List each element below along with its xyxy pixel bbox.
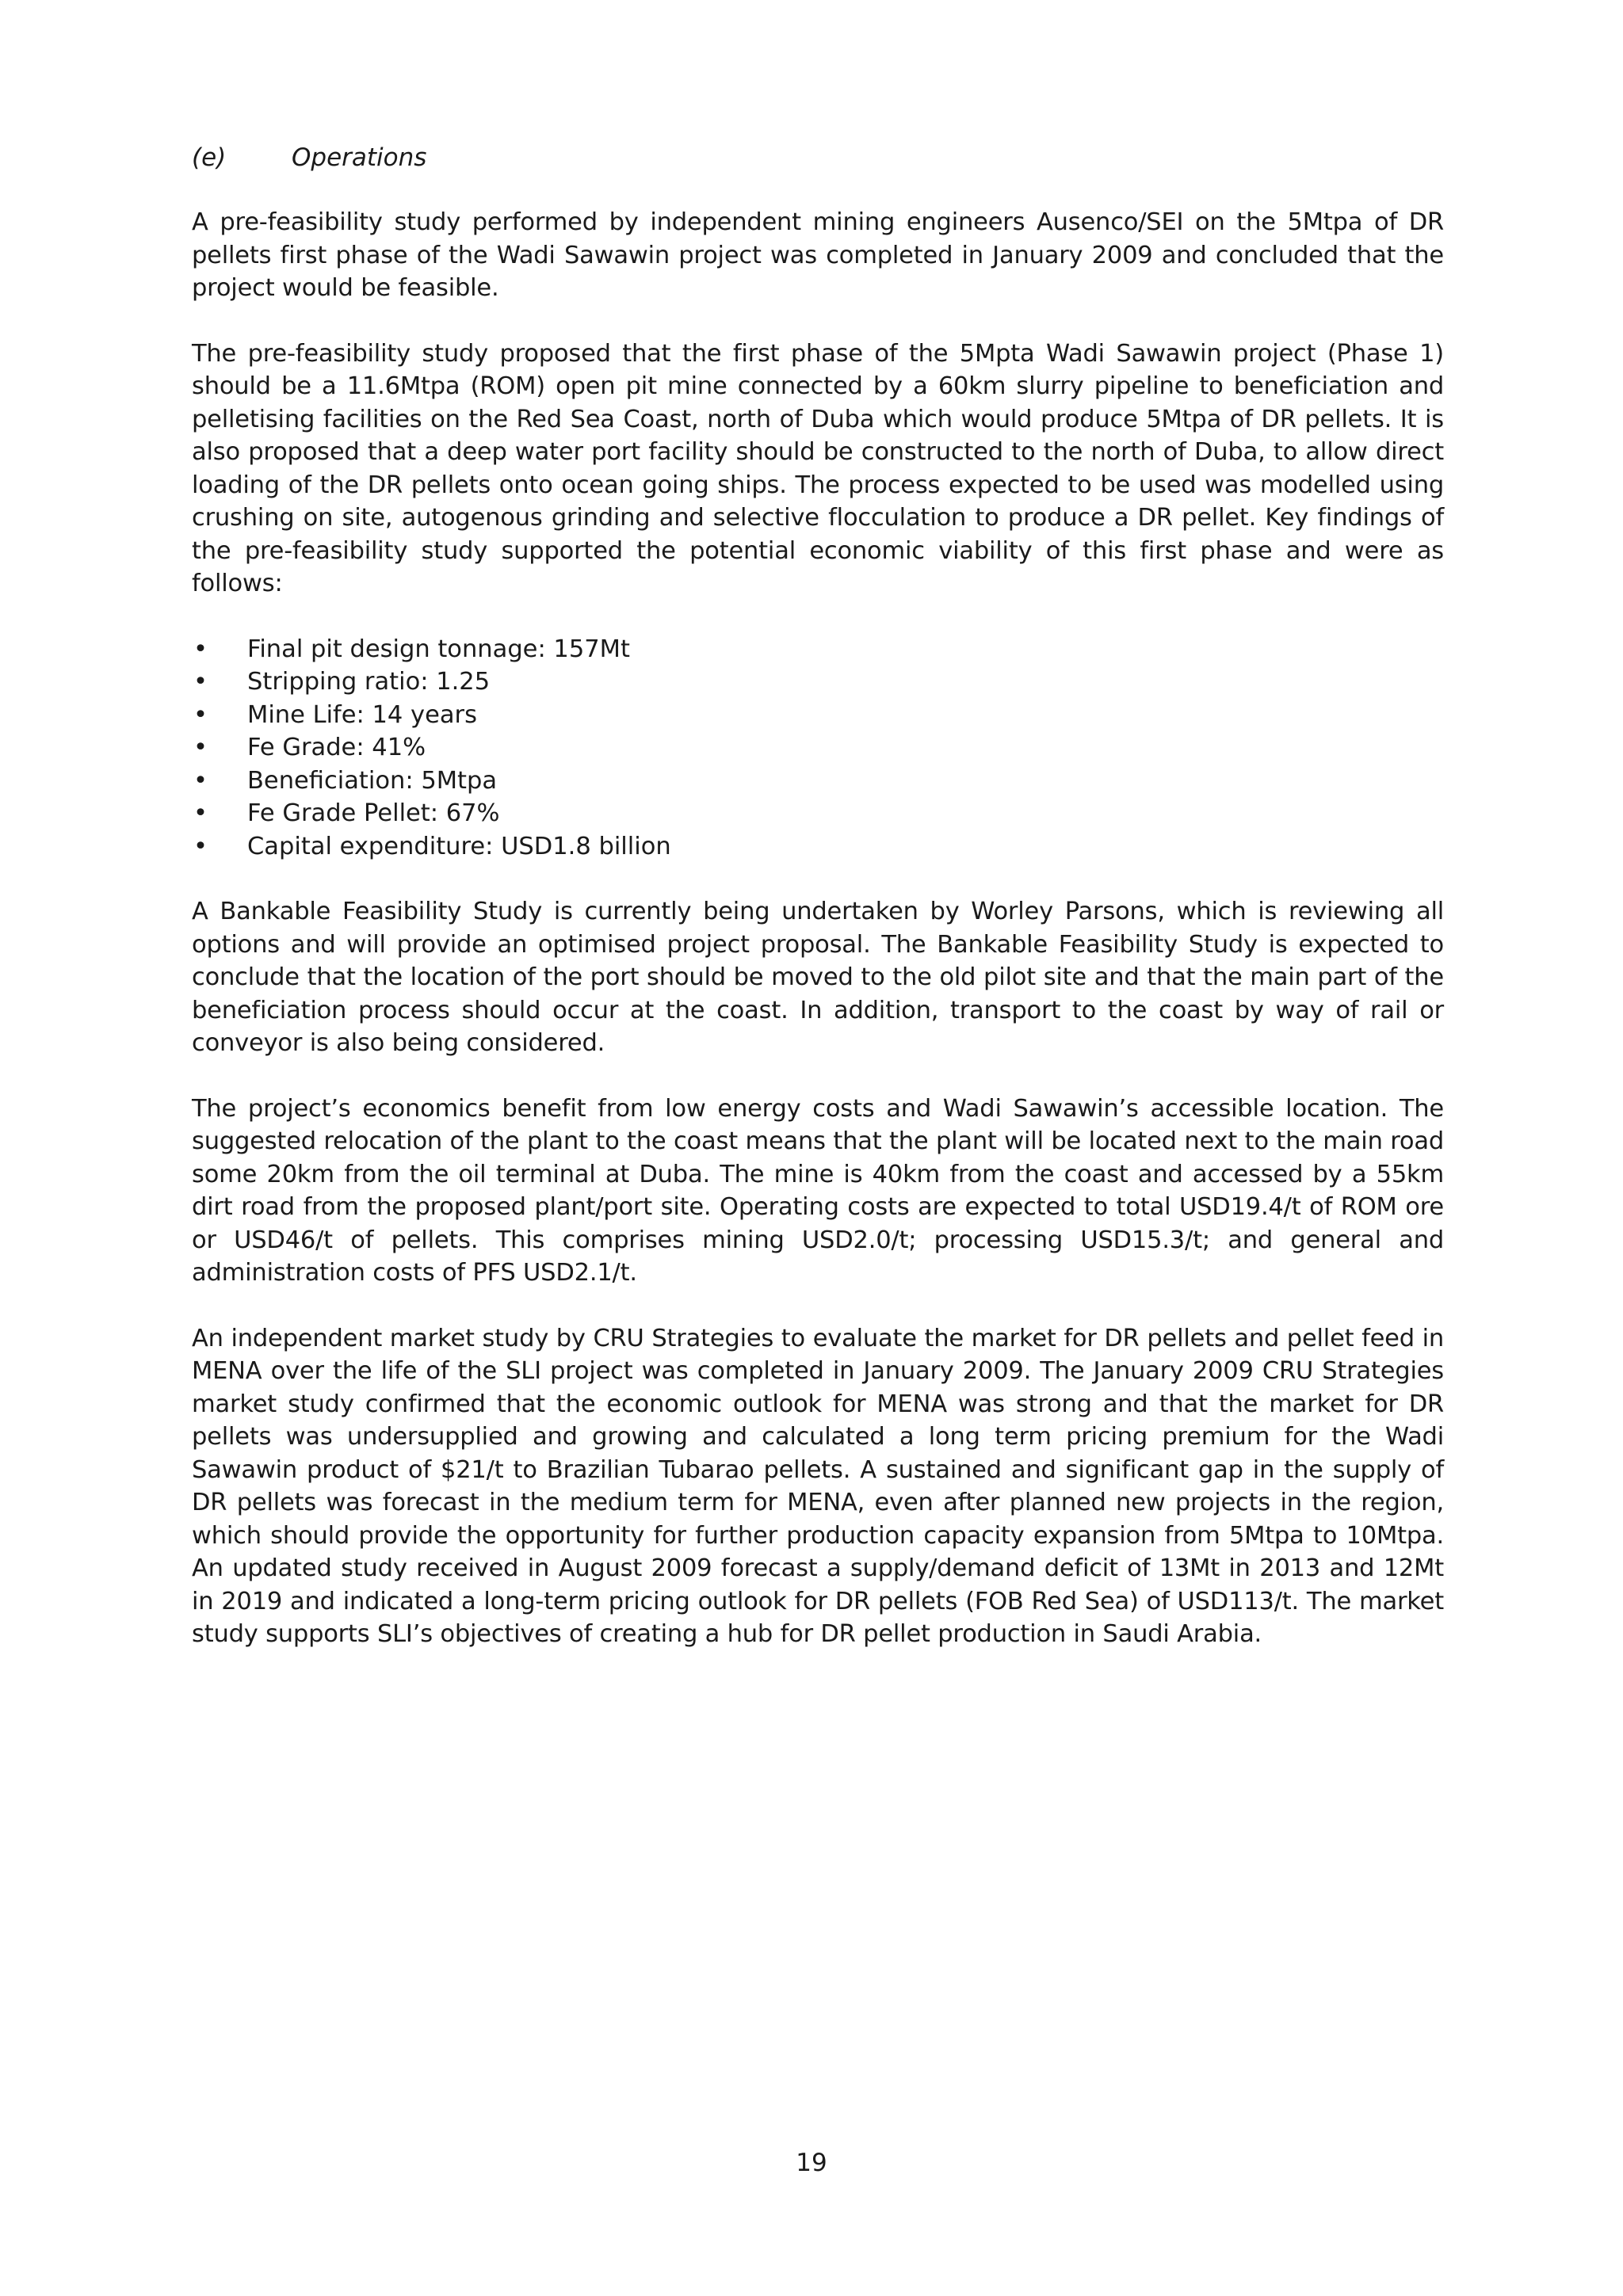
paragraph-bankable-feasibility: A Bankable Feasibility Study is currently being undertaken by Worley Parsons, which is reviewing all options and will provide an optimised project proposal. The Bankable Feasibility Study is expected to conclude that the location of the port should be moved to the old pilot site and that the main part of the beneficiation process should occur at the coast. In addition, transport to the coast by way of rail or conveyor is also being considered. bbox=[192, 898, 1444, 1057]
list-item bbox=[192, 830, 1444, 864]
bullet-icon: • bbox=[193, 668, 208, 696]
list-item bbox=[192, 765, 1444, 798]
list-item bbox=[192, 797, 1444, 830]
section-heading bbox=[192, 141, 1444, 174]
bullet-icon: • bbox=[193, 700, 208, 729]
list-item-text: Final pit design tonnage: 157Mt bbox=[247, 635, 630, 663]
list-item-text: Mine Life: 14 years bbox=[247, 700, 477, 729]
bullet-icon: • bbox=[193, 734, 208, 761]
paragraph-phase-1-proposal: The pre-feasibility study proposed that the first phase of the 5Mpta Wadi Sawawin project (Phase 1) should be a 11.6Mtpa (ROM) open pit mine connected by a 60km slurry pipeline to beneficiation and pelletising facilities on the Red Sea Coast, north of Duba which would produce 5Mtpa of DR pellets. It is also proposed that a deep water port facility should be constructed to the north of Duba, to allow direct loading of the DR pellets onto ocean going ships. The process expected to be used was modelled using crushing on site, autogenous grinding and selective flocculation to produce a DR pellet. Key findings of the pre-feasibility study supported the potential economic viability of this first phase and were as follows: bbox=[192, 339, 1444, 597]
bullet-icon: • bbox=[193, 635, 208, 663]
key-findings-list bbox=[192, 633, 1444, 864]
document-body bbox=[192, 141, 1444, 1684]
list-item bbox=[192, 699, 1444, 732]
list-item bbox=[192, 666, 1444, 699]
section-number: (e) bbox=[192, 143, 227, 172]
list-item-text: Capital expenditure: USD1.8 billion bbox=[247, 832, 671, 860]
bullet-icon: • bbox=[193, 832, 208, 860]
list-item-text: Fe Grade: 41% bbox=[247, 734, 426, 761]
list-item-text: Beneficiation: 5Mtpa bbox=[247, 766, 498, 795]
list-item bbox=[192, 633, 1444, 666]
page-number: 19 bbox=[796, 2149, 827, 2177]
bullet-icon: • bbox=[193, 766, 208, 795]
paragraph-market-study: An independent market study by CRU Strategies to evaluate the market for DR pellets and pellet feed in MENA over the life of the SLI project was completed in January 2009. The January 2009 CRU Strategies market study confirmed that the economic outlook for MENA was strong and that the market for DR pellets was undersupplied and growing and calculated a long term pricing premium for the Wadi Sawawin product of $21/t to Brazilian Tubarao pellets. A sustained and significant gap in the supply of DR pellets was forecast in the medium term for MENA, even after planned new projects in the region, which should provide the opportunity for further production capacity expansion from 5Mtpa to 10Mtpa. An updated study received in August 2009 forecast a supply/demand deficit of 13Mt in 2013 and 12Mt in 2019 and indicated a long-term pricing outlook for DR pellets (FOB Red Sea) of USD113/t. The market study supports SLI’s objectives of creating a hub for DR pellet production in Saudi Arabia. bbox=[192, 1324, 1444, 1648]
paragraph-pre-feasibility-summary: A pre-feasibility study performed by independent mining engineers Ausenco/SEI on the 5Mtpa of DR pellets first phase of the Wadi Sawawin project was completed in January 2009 and concluded that the project would be feasible. bbox=[192, 208, 1444, 302]
section-title: Operations bbox=[292, 143, 427, 172]
list-item-text: Fe Grade Pellet: 67% bbox=[247, 799, 500, 827]
paragraph-project-economics: The project’s economics benefit from low energy costs and Wadi Sawawin’s accessible location. The suggested relocation of the plant to the coast means that the plant will be located next to the main road some 20km from the oil terminal at Duba. The mine is 40km from the coast and accessed by a 55km dirt road from the proposed plant/port site. Operating costs are expected to total USD19.4/t of ROM ore or USD46/t of pellets. This comprises mining USD2.0/t; processing USD15.3/t; and general and administration costs of PFS USD2.1/t. bbox=[192, 1094, 1444, 1287]
bullet-icon: • bbox=[193, 799, 208, 827]
list-item-text: Stripping ratio: 1.25 bbox=[247, 668, 491, 696]
list-item bbox=[192, 731, 1444, 765]
